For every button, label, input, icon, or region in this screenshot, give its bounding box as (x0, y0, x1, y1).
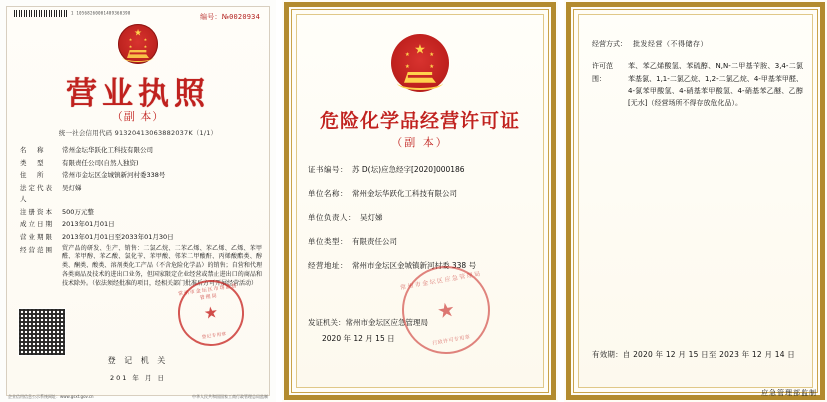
seal-bottom-text: 登记专用章 (201, 332, 227, 341)
field-value: 2013年01月01日 (62, 220, 115, 229)
hazardous-chemicals-permit-front (282, 0, 558, 402)
field-label: 成立日期 (20, 220, 54, 229)
barcode-icon (14, 10, 68, 17)
field-label: 法定代表人 (20, 184, 54, 203)
business-license-certificate (0, 0, 276, 402)
license-field-row (20, 170, 262, 181)
field-label: 营业期限 (20, 233, 54, 242)
seal-top-text: 常州市金坛区应急管理局 (399, 270, 483, 292)
field-value: 常州市金坛区金城镇新河村委 338 号 (352, 261, 477, 270)
issuer-value: 常州市金坛区应急管理局 (345, 318, 428, 327)
field-label: 经营地址： (308, 261, 348, 270)
license-fields (20, 145, 262, 290)
license-scope-row (20, 245, 262, 288)
permit-field-row (308, 260, 538, 271)
field-label: 单位类型： (308, 237, 348, 246)
emblem-small-star-icon: ★ (128, 43, 133, 49)
license-field-row (20, 145, 262, 156)
emblem-small-star-icon: ★ (143, 36, 148, 42)
business-mode-value: 批发经营（不得储存） (633, 40, 708, 48)
license-registration-number (200, 12, 260, 22)
field-label: 类 型 (20, 158, 46, 167)
emblem-wheat-icon (397, 76, 443, 90)
seal-top-text: 常州市金坛区市场监督管理局 (177, 283, 238, 302)
emblem-small-star-icon: ★ (404, 63, 410, 70)
qr-code-icon (18, 308, 66, 356)
license-field-row (20, 232, 262, 243)
field-value: 常州金坛华跃化工科技有限公司 (352, 189, 457, 198)
license-field-row (20, 219, 262, 230)
reg-no-value: 0020934 (229, 13, 260, 21)
field-value: 常州金坛华跃化工科技有限公司 (62, 146, 153, 154)
license-unified-code: 统一社会信用代码 91320413063882037K（1/1） (58, 129, 218, 137)
emblem-small-star-icon: ★ (429, 52, 435, 59)
field-value: 2013年01月01日至2033年01月30日 (62, 233, 174, 242)
footer-authority: 中华人民共和国国家工商行政管理总局监制 (192, 394, 268, 399)
field-value: 有限责任公司 (352, 237, 397, 246)
permit-back-body (592, 38, 803, 109)
permit-fields (308, 164, 538, 284)
seal-star-icon: ★ (202, 302, 220, 323)
scope-label: 经营范围 (20, 245, 54, 254)
field-label: 证书编号： (308, 165, 348, 174)
permit-field-row (308, 236, 538, 247)
national-emblem-icon (391, 34, 449, 92)
emblem-small-star-icon: ★ (143, 43, 148, 49)
emblem-small-star-icon: ★ (429, 63, 435, 70)
emblem-big-star-icon: ★ (414, 42, 426, 58)
field-label: 单位负责人： (308, 213, 356, 222)
seal-star-icon: ★ (435, 296, 457, 324)
business-mode-label: 经营方式： (592, 40, 627, 48)
field-value: 500万元整 (62, 207, 94, 216)
field-label: 名 称 (20, 146, 46, 154)
permitted-scope-label: 许可范围： (592, 62, 613, 83)
hazardous-chemicals-permit-back (564, 0, 827, 402)
field-label: 住 所 (20, 171, 46, 180)
permit-field-row (308, 164, 538, 175)
license-issue-date: 201 年 月 日 (109, 374, 167, 382)
emblem-small-star-icon: ★ (404, 52, 410, 59)
permit-issue-date: 2020 年 12 月 15 日 (322, 334, 395, 343)
reg-no-prefix: № (221, 13, 230, 21)
reg-no-label: 编号： (200, 13, 222, 21)
license-field-row (20, 158, 262, 169)
field-value: 有限责任公司(自然人独资) (62, 158, 139, 167)
license-footer (8, 394, 268, 400)
permit-field-row (308, 188, 538, 199)
field-value: 苏 D(坛)应急经字[2020]000186 (352, 165, 465, 174)
emblem-wheat-icon (122, 52, 154, 62)
scope-value: 贸产品的研发、生产、销售：二氯乙烷、二苯乙烯、苯乙烯、乙烯、苯甲醛、苯甲醇、苯乙酸、氯化苄、苯甲酸、邻苯二甲酸酐、丙烯酸酯类、醇类、酮类、酸类、溶剂类化工产品（不含危险化学品）的销售；自营和代理各类商品及技术的进出口业务，但国家限定企业经营或禁止进出口的商品和技术除外。（依法须经批准的项目，经相关部门批准后方可开展经营活动） (62, 244, 262, 287)
footer-website: 企业信用信息公示系统网址：www.gsxt.gov.cn (8, 394, 94, 399)
license-issuer-label: 登 记 机 关 (107, 356, 169, 365)
field-label: 注册资本 (20, 207, 54, 216)
field-label: 单位名称： (308, 189, 348, 198)
emblem-small-star-icon: ★ (128, 36, 133, 42)
seal-bottom-text: 行政许可专用章 (431, 334, 471, 347)
permit-validity-period: 有效期：自 2020 年 12 月 15 日至 2023 年 12 月 14 日 (592, 350, 795, 359)
permitted-scope-value: 苯、苯乙烯酸氢、苯硫醇、N,N-二甲基苄胺、3,4-二氯苯基氯、1,1-二氯乙烷、1,2-二氯乙烷、4-甲基苯甲醛、4-氯苯甲酸氢、4-硝基苯甲酸氢、4-硝基苯乙醚、乙醇[无水]（经营场所不得存放危化品）。 (628, 62, 803, 107)
national-emblem-icon (118, 24, 158, 64)
supervising-authority-note: 应急管理部监制 (761, 389, 817, 397)
emblem-big-star-icon: ★ (133, 28, 143, 39)
field-value: 吴灯娣 (360, 213, 383, 222)
field-value: 常州市金坛区金城镇新河村委338号 (62, 171, 166, 180)
permit-title: 危险化学品经营许可证 (319, 110, 520, 132)
license-top-code: 1 10568260001489360398 (71, 10, 131, 16)
license-field-row (20, 207, 262, 218)
business-mode-row (592, 38, 803, 50)
issuer-label: 发证机关： (308, 318, 346, 327)
permitted-scope-row (592, 60, 803, 109)
permit-emblem-container (282, 34, 558, 96)
license-barcode-area (14, 10, 131, 17)
license-subtitle: （副 本） (111, 110, 165, 123)
field-value: 吴灯娣 (62, 184, 82, 193)
national-emblem-container (0, 24, 276, 68)
permit-field-row (308, 212, 538, 223)
license-field-row (20, 183, 262, 204)
license-title: 营业执照 (66, 76, 210, 112)
permit-subtitle: （副 本） (391, 136, 449, 149)
